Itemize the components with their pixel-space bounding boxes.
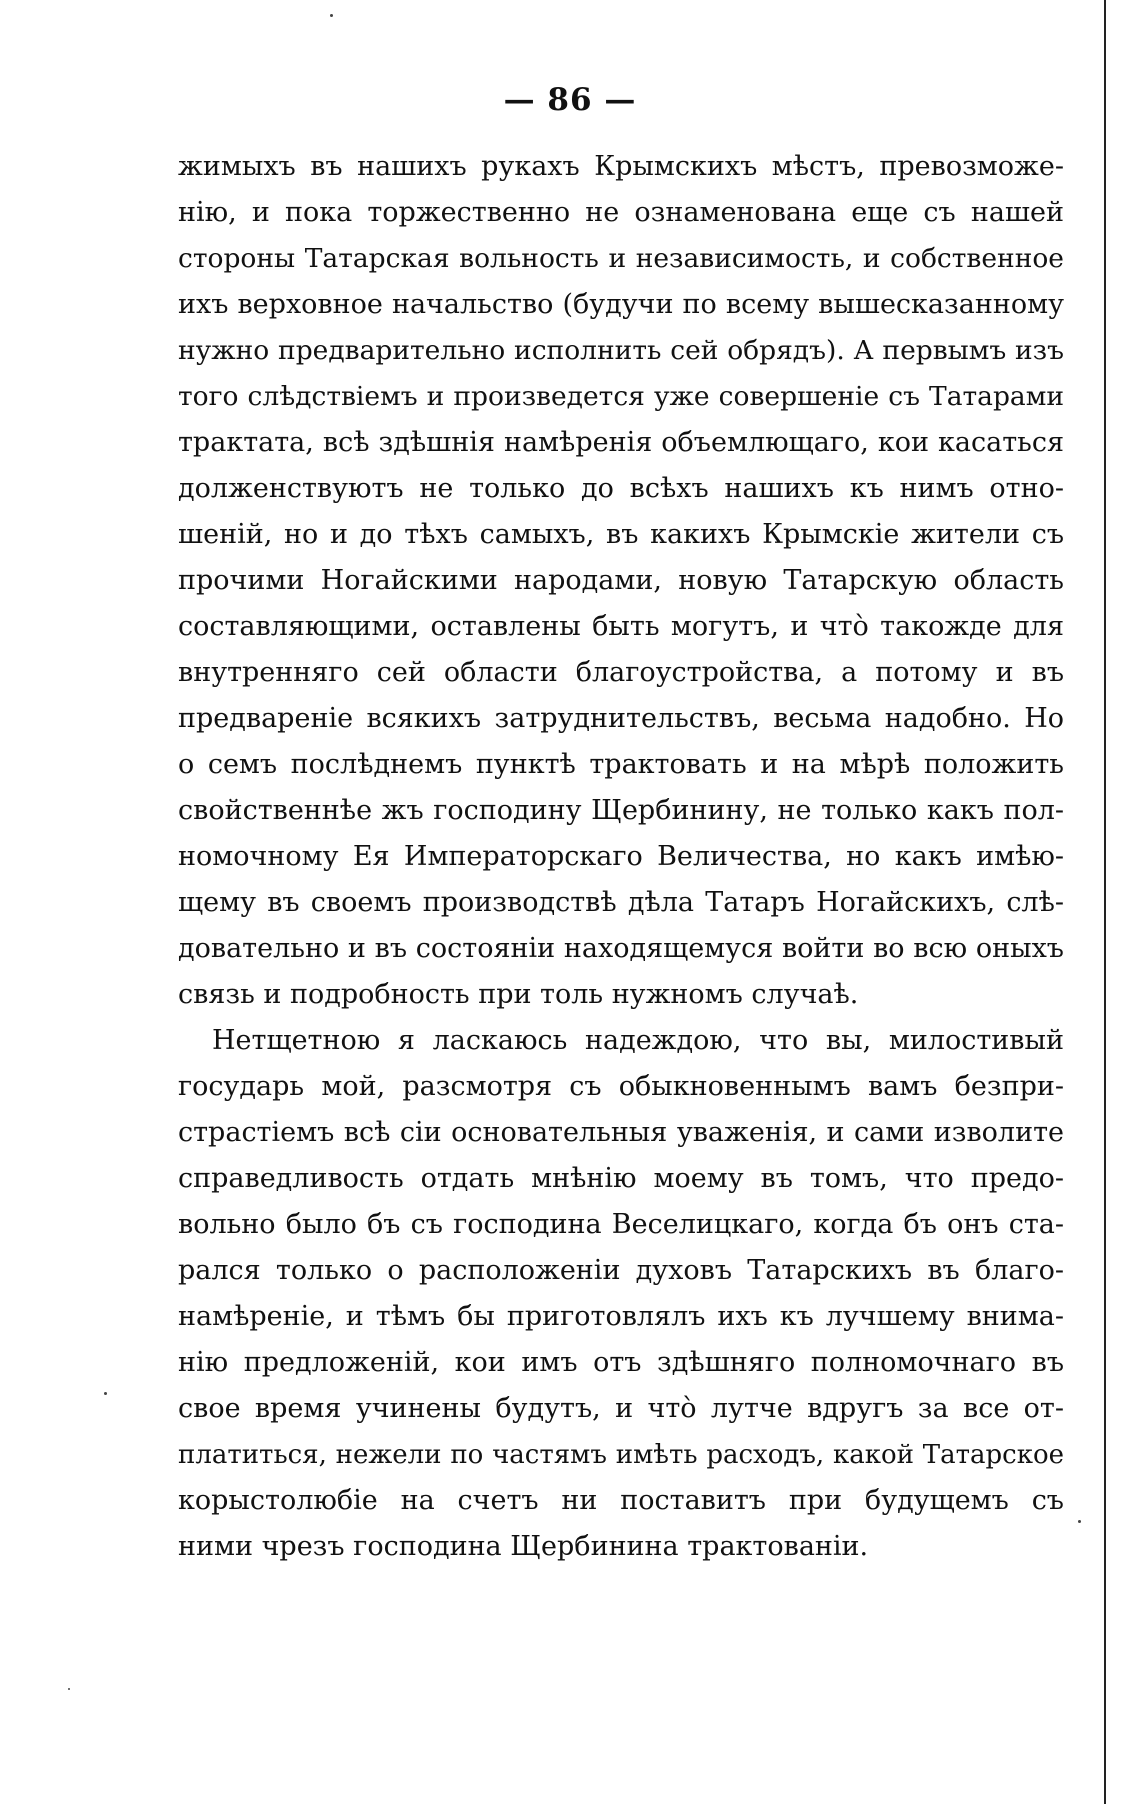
- text-line: стороны Татарская вольность и независимость, и собственное: [178, 243, 1064, 274]
- paragraph-2: [178, 1018, 1064, 1570]
- text-line: того слѣдствіемъ и произведется уже совершеніе съ Татарами: [178, 381, 1064, 412]
- text-line: жимыхъ въ нашихъ рукахъ Крымскихъ мѣстъ, превозможе-: [178, 151, 1064, 182]
- text-line: составляющими, оставлены быть могутъ, и что̀ такожде для: [178, 611, 1064, 642]
- text-line: вольно было бъ съ господина Веселицкаго, когда бъ онъ ста-: [178, 1209, 1064, 1240]
- text-line: щему въ своемъ производствѣ дѣла Татаръ Ногайскихъ, слѣ-: [178, 887, 1064, 918]
- text-line: намѣреніе, и тѣмъ бы приготовлялъ ихъ къ лучшему внима-: [178, 1301, 1064, 1332]
- text-line: номочному Ея Императорскаго Величества, но какъ имѣю-: [178, 841, 1064, 872]
- scan-speck: [104, 1392, 107, 1395]
- scan-speck: [1078, 1520, 1081, 1523]
- text-line: страстіемъ всѣ сіи основательныя уваженія, и сами изволите: [178, 1117, 1064, 1148]
- text-line: трактата, всѣ здѣшнія намѣренія объемлющаго, кои касаться: [178, 427, 1064, 458]
- text-line: нію предложеній, кои имъ отъ здѣшняго полномочнаго въ: [178, 1347, 1064, 1378]
- page-number: — 86 —: [503, 82, 637, 118]
- text-line: корыстолюбіе на счетъ ни поставитъ при будущемъ съ: [178, 1485, 1064, 1516]
- text-line: свое время учинены будутъ, и что̀ лутче вдругъ за все от-: [178, 1393, 1064, 1424]
- text-line: государь мой, разсмотря съ обыкновеннымъ вамъ безпри-: [178, 1071, 1064, 1102]
- scan-speck: [68, 1688, 70, 1690]
- text-line: предвареніе всякихъ затруднительствъ, весьма надобно. Но: [178, 703, 1064, 734]
- text-line: долженствуютъ не только до всѣхъ нашихъ къ нимъ отно-: [178, 473, 1064, 504]
- text-line: Нетщетною я ласкаюсь надеждою, что вы, милостивый: [212, 1025, 1064, 1056]
- text-line: о семъ послѣднемъ пунктѣ трактовать и на мѣрѣ положить: [178, 749, 1064, 780]
- text-line: шеній, но и до тѣхъ самыхъ, въ какихъ Крымскіе жители съ: [178, 519, 1064, 550]
- text-line: ихъ верховное начальство (будучи по всему вышесказанному: [178, 289, 1064, 320]
- text-line: свойственнѣе жъ господину Щербинину, не только какъ пол-: [178, 795, 1064, 826]
- body-text: [178, 144, 1064, 1570]
- text-line: довательно и въ состояніи находящемуся войти во всю оныхъ: [178, 933, 1064, 964]
- text-line: внутренняго сей области благоустройства, а потому и въ: [178, 657, 1064, 688]
- text-line: ними чрезъ господина Щербинина трактованіи.: [178, 1531, 869, 1562]
- page-edge-shadow: [1104, 0, 1106, 1804]
- scan-speck: [330, 14, 333, 17]
- text-line: справедливость отдать мнѣнію моему въ томъ, что предо-: [178, 1163, 1064, 1194]
- text-line: рался только о расположеніи духовъ Татарскихъ въ благо-: [178, 1255, 1064, 1286]
- text-line: связь и подробность при толь нужномъ случаѣ.: [178, 979, 859, 1010]
- text-line: платиться, нежели по частямъ имѣть расходъ, какой Татарское: [178, 1440, 1064, 1470]
- paragraph-1: [178, 144, 1064, 1018]
- text-line: нужно предварительно исполнить сей обрядъ). А первымъ изъ: [178, 335, 1064, 366]
- text-line: прочими Ногайскими народами, новую Татарскую область: [178, 565, 1064, 596]
- text-line: нію, и пока торжественно не ознаменована еще съ нашей: [178, 197, 1064, 228]
